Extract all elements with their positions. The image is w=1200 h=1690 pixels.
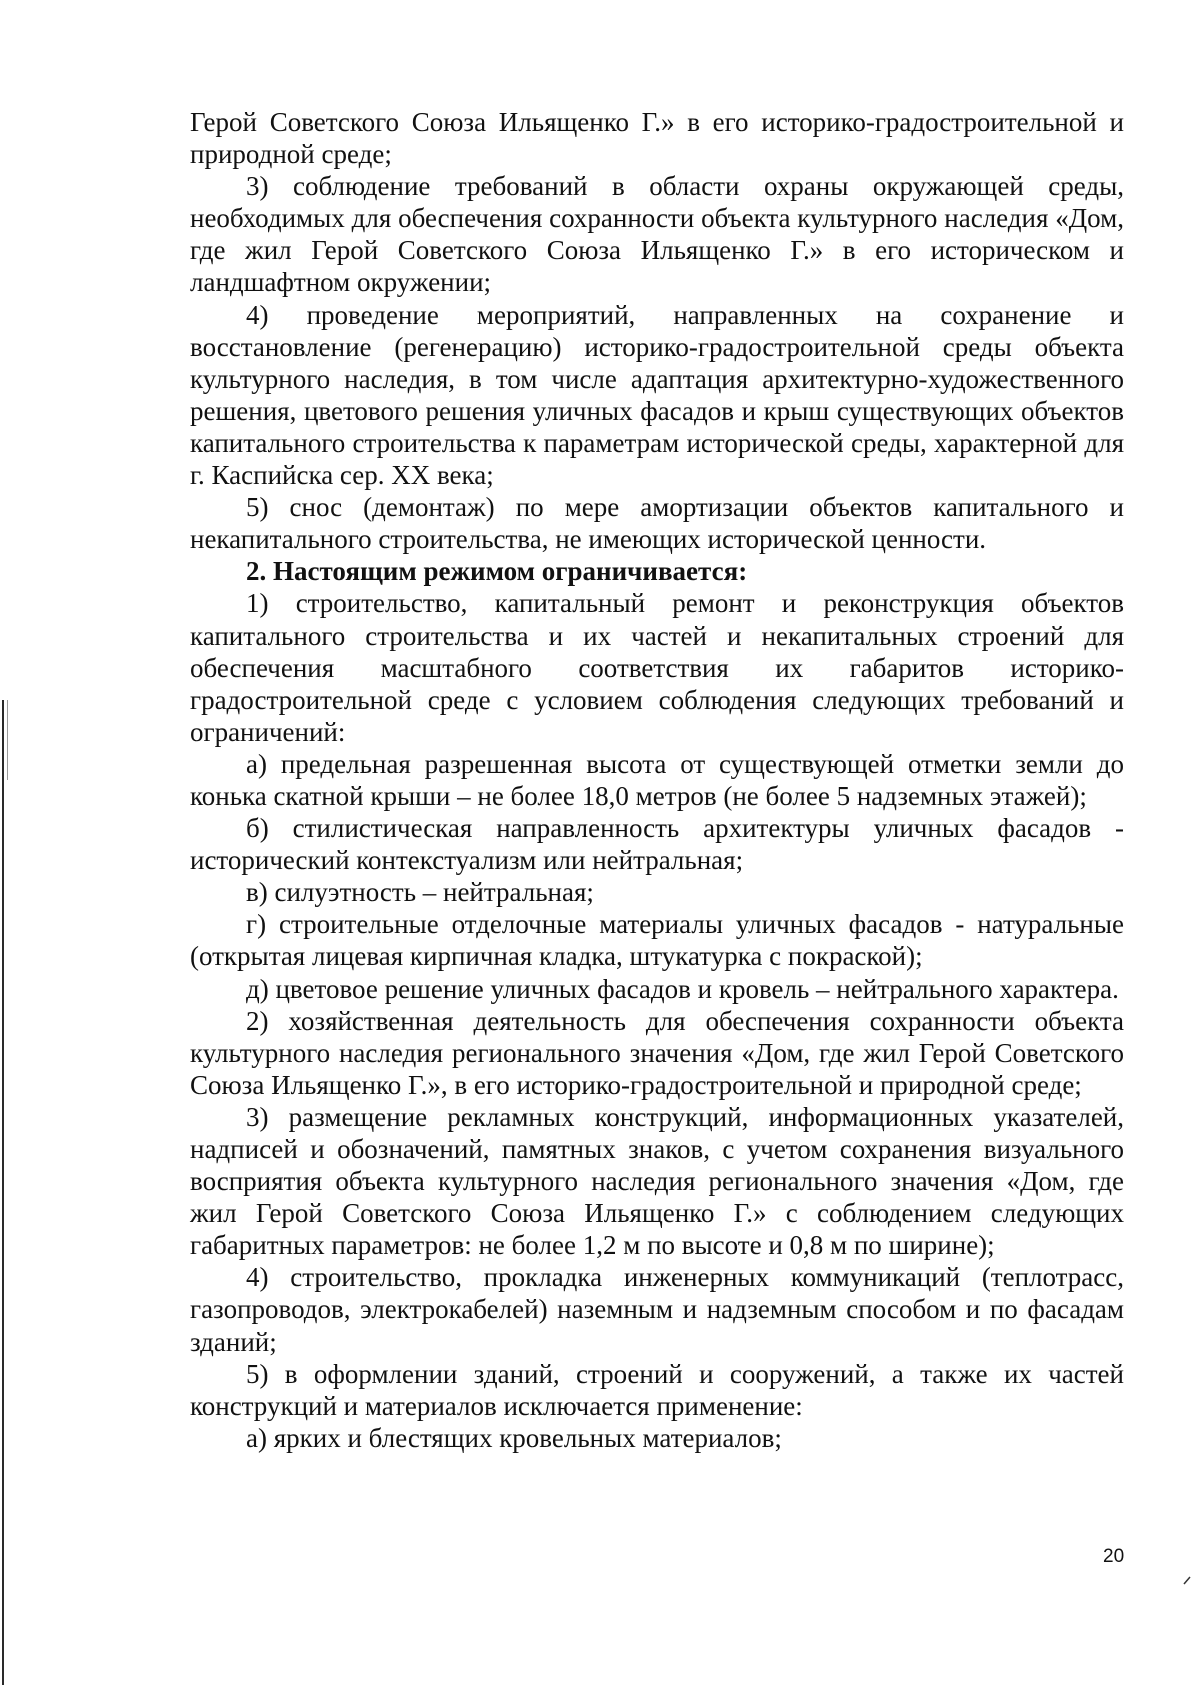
paragraph-subitem-a-roofing: а) ярких и блестящих кровельных материалов; <box>246 1422 782 1453</box>
paragraph-subitem-g-materials: г) строительные отделочные материалы уличных фасадов - натуральные (открытая лицевая кирпичная кладка, штукатурка с покраской); <box>190 909 1124 972</box>
scan-edge-line-thin <box>7 700 8 780</box>
paragraph-item-4-utilities: 4) строительство, прокладка инженерных коммуникаций (теплотрасс, газопроводов, электрокабелей) наземным и надземным способом и по фасадам зданий; <box>190 1262 1124 1357</box>
paragraph-item-4-regeneration: 4) проведение мероприятий, направленных на сохранение и восстановление (регенерацию) историко-градостроительной среды объекта культурного наследия, в том числе адаптация архитектурно-художественного решения, цветового решения уличных фасадов и крыш существующих объектов капитального строительства к параметрам исторической среды, характерной для г. Каспийска сер. XX века; <box>190 299 1124 491</box>
paragraph-item-5-design: 5) в оформлении зданий, строений и сооружений, а также их частей конструкций и материалов исключается применение: <box>190 1358 1124 1421</box>
paragraph-continuation: Герой Советского Союза Ильященко Г.» в его историко-градостроительной и природной среде; <box>190 107 1124 170</box>
page-number: 20 <box>1103 1546 1125 1567</box>
paragraph-subitem-b-style: б) стилистическая направленность архитектуры уличных фасадов - исторический контекстуализм или нейтральная; <box>190 813 1124 876</box>
section-heading-restrictions: 2. Настоящим режимом ограничивается: <box>246 556 748 587</box>
paragraph-item-1-construction: 1) строительство, капитальный ремонт и реконструкция объектов капитального строительства и их частей и некапитальных строений для обеспечения масштабного соответствия их габаритов историко-градостроительной среде с условием соблюдения следующих требований и ограничений: <box>190 588 1124 747</box>
scan-artifact-mark <box>1183 1575 1191 1585</box>
scan-edge-line <box>2 700 4 1685</box>
paragraph-subitem-d-color: д) цветовое решение уличных фасадов и кровель – нейтрального характера. <box>246 973 1119 1004</box>
paragraph-item-2-economic: 2) хозяйственная деятельность для обеспечения сохранности объекта культурного наследия регионального значения «Дом, где жил Герой Советского Союза Ильященко Г.», в его историко-градостроительной и природной среде; <box>190 1005 1124 1100</box>
document-body <box>190 106 1124 1454</box>
paragraph-subitem-a-height: а) предельная разрешенная высота от существующей отметки земли до конька скатной крыши – не более 18,0 метров (не более 5 надземных этажей); <box>190 748 1124 811</box>
paragraph-item-3-advertising: 3) размещение рекламных конструкций, информационных указателей, надписей и обозначений, памятных знаков, с учетом сохранения визуального восприятия объекта культурного наследия регионального значения «Дом, где жил Герой Советского Союза Ильященко Г.» с соблюдением следующих габаритных параметров: не более 1,2 м по высоте и 0,8 м по ширине); <box>190 1101 1124 1261</box>
paragraph-item-5-demolition: 5) снос (демонтаж) по мере амортизации объектов капитального и некапитального строительства, не имеющих исторической ценности. <box>190 492 1124 555</box>
paragraph-subitem-v-silhouette: в) силуэтность – нейтральная; <box>246 877 594 908</box>
paragraph-item-3-environment: 3) соблюдение требований в области охраны окружающей среды, необходимых для обеспечения сохранности объекта культурного наследия «Дом, где жил Герой Советского Союза Ильященко Г.» в его историческом и ландшафтном окружении; <box>190 171 1124 298</box>
